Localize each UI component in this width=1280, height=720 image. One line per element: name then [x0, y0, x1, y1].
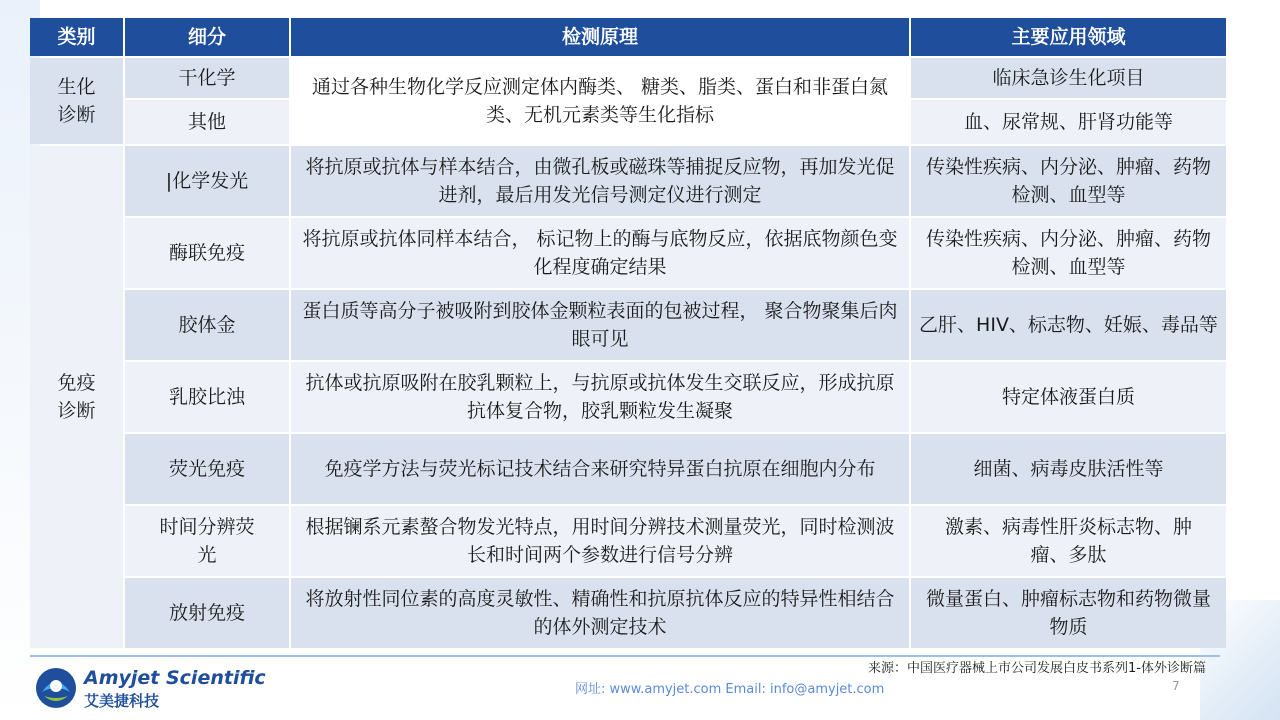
principle-elisa: 将抗原或抗体同样本结合， 标记物上的酶与底物反应，依据底物颜色变化程度确定结果 [291, 218, 909, 288]
subcategory-chemiluminescence: |化学发光 [125, 146, 289, 216]
category-biochem: 生化诊断 [30, 58, 123, 144]
application-chemiluminescence: 传染性疾病、内分泌、肿瘤、药物检测、血型等 [911, 146, 1226, 216]
header-subcategory: 细分 [125, 18, 289, 56]
subcategory-colloidal-gold: 胶体金 [125, 290, 289, 360]
principle-biochem: 通过各种生物化学反应测定体内酶类、 糖类、脂类、蛋白和非蛋白氮类、无机元素类等生化指标 [291, 58, 909, 144]
header-category: 类别 [30, 18, 123, 56]
logo-text-en: Amyjet Scientific [84, 667, 266, 689]
application-elisa: 传染性疾病、内分泌、肿瘤、药物检测、血型等 [911, 218, 1226, 288]
ivd-classification-table [30, 18, 1220, 650]
subcategory-latex-turbidimetry: 乳胶比浊 [125, 362, 289, 432]
subcategory-elisa: 酶联免疫 [125, 218, 289, 288]
principle-time-resolved-fluorescence: 根据镧系元素螯合物发光特点，用时间分辨技术测量荧光，同时检测波长和时间两个参数进行信号分辨 [291, 506, 909, 576]
logo-text-cn: 艾美捷科技 [84, 692, 160, 710]
subcategory-time-resolved-fluorescence: 时间分辨荧光 [125, 506, 289, 576]
principle-latex-turbidimetry: 抗体或抗原吸附在胶乳颗粒上，与抗原或抗体发生交联反应，形成抗原抗体复合物，胶乳颗粒发生凝聚 [291, 362, 909, 432]
category-immune: 免疫诊断 [30, 146, 123, 648]
principle-chemiluminescence: 将抗原或抗体与样本结合，由微孔板或磁珠等捕捉反应物，再加发光促进剂，最后用发光信号测定仪进行测定 [291, 146, 909, 216]
application-fluorescence-immunoassay: 细菌、病毒皮肤活性等 [911, 434, 1226, 504]
subcategory-dry-chemistry: 干化学 [125, 58, 289, 98]
contact-info: 网址: www.amyjet.com Email: info@amyjet.com [575, 682, 885, 697]
principle-fluorescence-immunoassay: 免疫学方法与荧光标记技术结合来研究特异蛋白抗原在细胞内分布 [291, 434, 909, 504]
subcategory-other: 其他 [125, 100, 289, 144]
application-radioimmunoassay: 微量蛋白、肿瘤标志物和药物微量物质 [911, 578, 1226, 648]
application-dry-chemistry: 临床急诊生化项目 [911, 58, 1226, 98]
application-colloidal-gold: 乙肝、HIV、标志物、妊娠、毒品等 [911, 290, 1226, 360]
header-application: 主要应用领域 [911, 18, 1226, 56]
page-number: 7 [1172, 679, 1180, 693]
application-time-resolved-fluorescence: 激素、病毒性肝炎标志物、肿瘤、多肽 [911, 506, 1226, 576]
subcategory-fluorescence-immunoassay: 荧光免疫 [125, 434, 289, 504]
header-principle: 检测原理 [291, 18, 909, 56]
source-citation: 来源：中国医疗器械上市公司发展白皮书系列1-体外诊断篇 [868, 661, 1206, 676]
principle-colloidal-gold: 蛋白质等高分子被吸附到胶体金颗粒表面的包被过程， 聚合物聚集后肉眼可见 [291, 290, 909, 360]
principle-radioimmunoassay: 将放射性同位素的高度灵敏性、精确性和抗原抗体反应的特异性相结合的体外测定技术 [291, 578, 909, 648]
application-latex-turbidimetry: 特定体液蛋白质 [911, 362, 1226, 432]
application-other: 血、尿常规、肝肾功能等 [911, 100, 1226, 144]
subcategory-radioimmunoassay: 放射免疫 [125, 578, 289, 648]
